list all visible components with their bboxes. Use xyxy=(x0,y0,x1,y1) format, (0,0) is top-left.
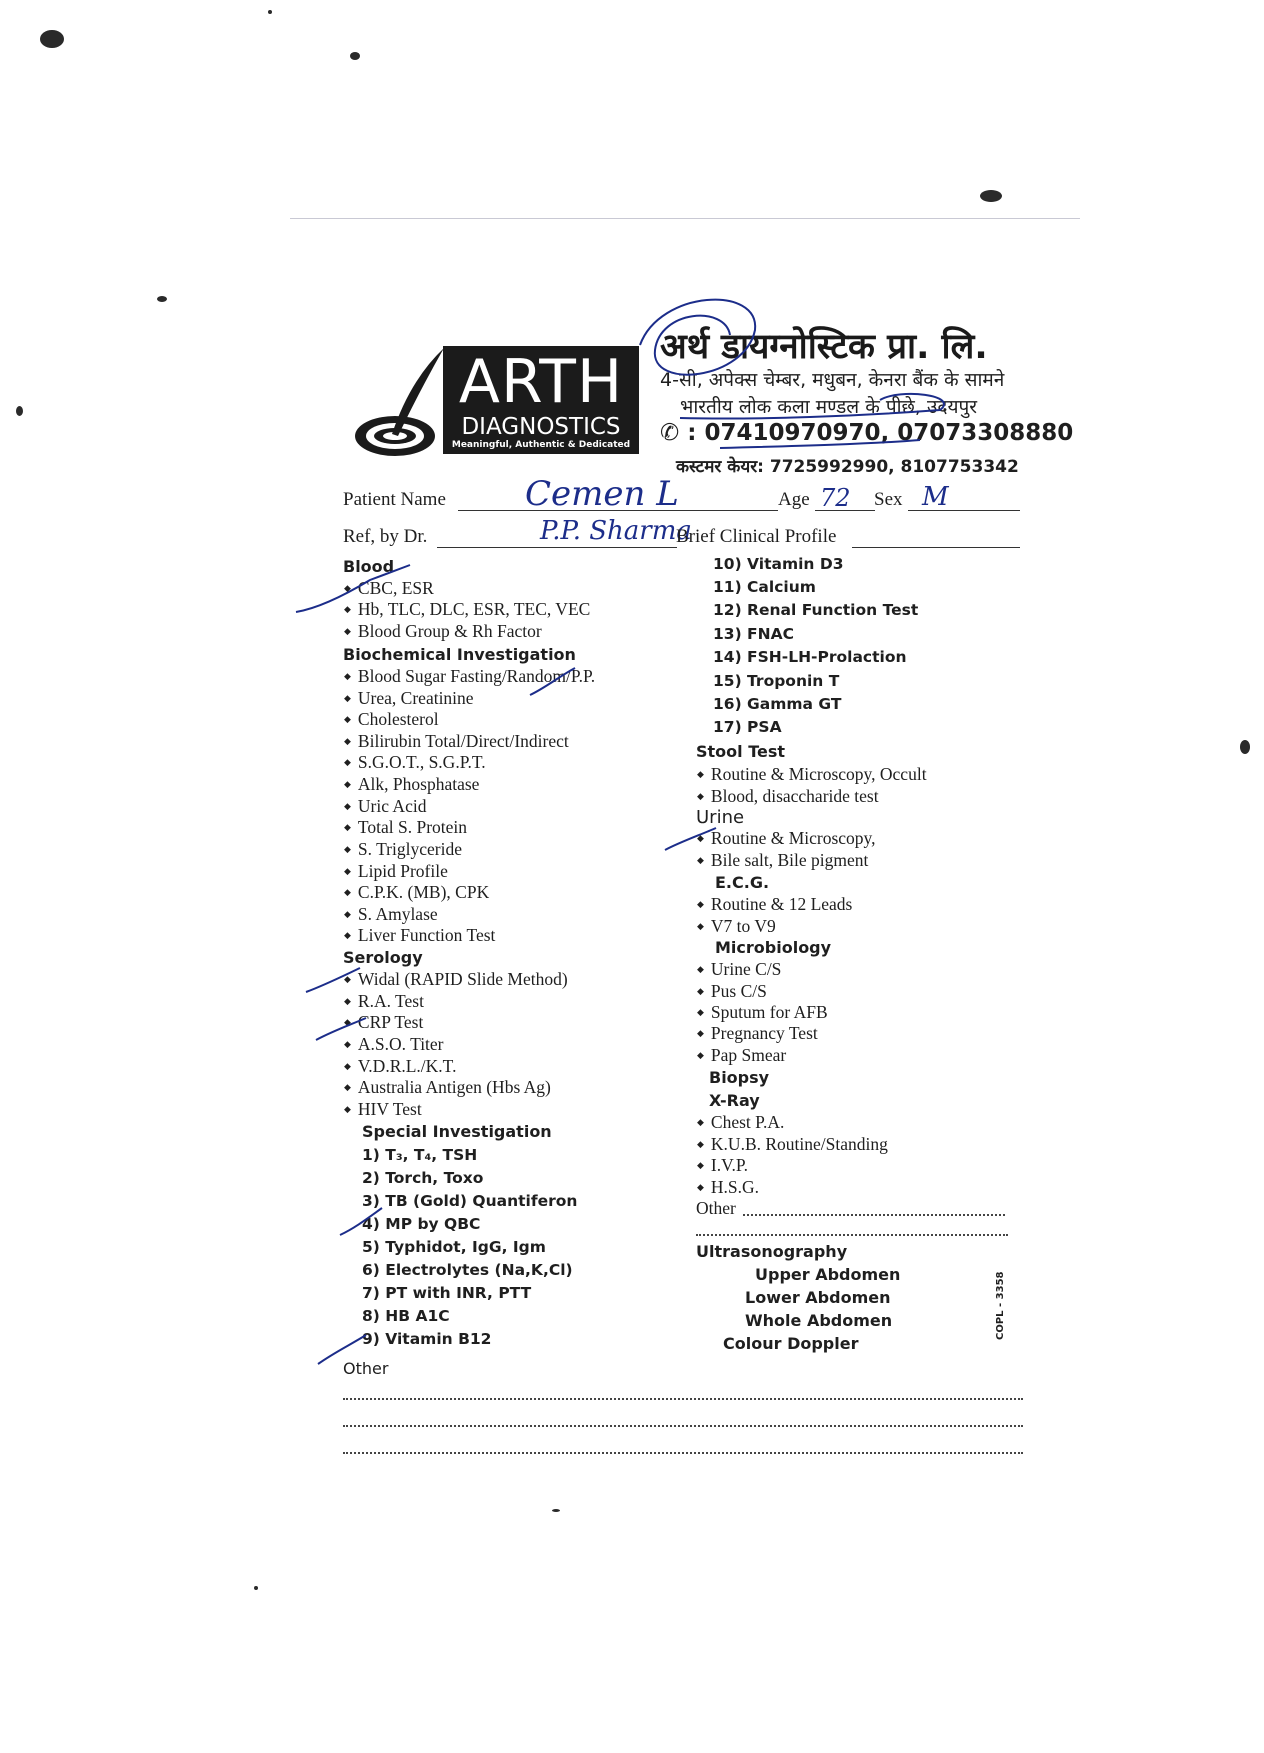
scan-speck xyxy=(157,296,167,302)
form-code: COPL - 3358 xyxy=(995,1271,1006,1340)
test-item[interactable]: ◆ Urea, Creatinine xyxy=(344,688,474,709)
test-item[interactable]: ◆ Pus C/S xyxy=(697,981,767,1002)
test-item[interactable]: ◆ Pregnancy Test xyxy=(697,1023,818,1044)
age-value: 72 xyxy=(820,484,851,512)
section-special: Special Investigation xyxy=(362,1122,552,1141)
test-item[interactable]: ◆ R.A. Test xyxy=(344,991,424,1012)
phone-numbers: ✆ : 07410970970, 07073308880 xyxy=(660,420,1074,446)
test-item[interactable]: 8) HB A1C xyxy=(362,1307,450,1325)
logo-subtitle: DIAGNOSTICS xyxy=(461,414,621,440)
test-item[interactable]: ◆ Blood Group & Rh Factor xyxy=(344,621,542,642)
section-urine: Urine xyxy=(696,807,745,828)
test-item[interactable]: ◆ Pap Smear xyxy=(697,1045,786,1066)
other-line-right[interactable] xyxy=(696,1234,1008,1236)
section-blood: Blood xyxy=(343,557,395,576)
test-item[interactable]: ◆ C.P.K. (MB), CPK xyxy=(344,882,489,903)
test-item[interactable]: 10) Vitamin D3 xyxy=(713,555,844,573)
scan-speck xyxy=(350,52,360,60)
address-line-2: भारतीय लोक कला मण्डल के पीछे, उदयपुर xyxy=(680,396,978,418)
section-microbiology: Microbiology xyxy=(715,938,832,957)
test-item[interactable]: 6) Electrolytes (Na,K,Cl) xyxy=(362,1261,573,1279)
test-item[interactable]: ◆ Cholesterol xyxy=(344,709,439,730)
test-item[interactable]: ◆ Liver Function Test xyxy=(344,925,495,946)
other-line-right[interactable] xyxy=(743,1214,1005,1216)
test-item[interactable]: 1) T₃, T₄, TSH xyxy=(362,1146,478,1164)
test-item[interactable]: ◆ H.S.G. xyxy=(697,1177,759,1198)
scan-speck xyxy=(268,10,272,14)
test-item[interactable]: ◆ Alk, Phosphatase xyxy=(344,774,479,795)
test-item[interactable]: 5) Typhidot, IgG, Igm xyxy=(362,1238,546,1256)
target-logo-icon xyxy=(350,340,450,460)
test-item[interactable]: ◆ Routine & 12 Leads xyxy=(697,894,852,915)
test-item[interactable]: 13) FNAC xyxy=(713,625,794,643)
ref-doctor-line[interactable] xyxy=(437,547,677,548)
test-item[interactable]: 14) FSH-LH-Prolaction xyxy=(713,648,907,666)
test-item[interactable]: ◆ Lipid Profile xyxy=(344,861,448,882)
scan-speck xyxy=(16,406,23,416)
test-item[interactable]: ◆ V.D.R.L./K.T. xyxy=(344,1056,456,1077)
sex-value: M xyxy=(922,482,949,512)
test-item[interactable]: ◆ V7 to V9 xyxy=(697,916,776,937)
patient-name-label: Patient Name xyxy=(343,489,446,510)
age-label: Age xyxy=(778,489,810,510)
test-item[interactable]: ◆ Bile salt, Bile pigment xyxy=(697,850,868,871)
test-item[interactable]: ◆ Bilirubin Total/Direct/Indirect xyxy=(344,731,569,752)
test-item[interactable]: ◆ Uric Acid xyxy=(344,796,426,817)
logo-box xyxy=(443,346,639,454)
test-item[interactable]: 17) PSA xyxy=(713,718,782,736)
clinical-profile-line[interactable] xyxy=(852,547,1020,548)
test-item[interactable]: ◆ CBC, ESR xyxy=(344,578,434,599)
test-item[interactable]: ◆ A.S.O. Titer xyxy=(344,1034,444,1055)
scan-speck xyxy=(1240,740,1250,754)
test-item[interactable]: ◆ Routine & Microscopy, Occult xyxy=(697,764,927,785)
scan-speck xyxy=(254,1586,258,1590)
test-item[interactable]: ◆ Blood, disaccharide test xyxy=(697,786,879,807)
test-item[interactable]: Lower Abdomen xyxy=(745,1288,891,1307)
test-item[interactable]: 3) TB (Gold) Quantiferon xyxy=(362,1192,578,1210)
other-label-right: Other xyxy=(696,1198,736,1218)
test-item[interactable]: 15) Troponin T xyxy=(713,672,840,690)
test-item[interactable]: ◆ K.U.B. Routine/Standing xyxy=(697,1134,888,1155)
test-item[interactable]: 11) Calcium xyxy=(713,578,816,596)
logo-tagline: Meaningful, Authentic & Dedicated xyxy=(451,440,631,450)
section-stool: Stool Test xyxy=(696,742,786,761)
test-item[interactable]: ◆ S. Amylase xyxy=(344,904,438,925)
section-ultrasonography: Ultrasonography xyxy=(696,1242,848,1261)
other-line[interactable] xyxy=(343,1398,1023,1400)
test-item[interactable]: 2) Torch, Toxo xyxy=(362,1169,484,1187)
section-ecg: E.C.G. xyxy=(715,873,770,892)
test-item[interactable]: 4) MP by QBC xyxy=(362,1215,481,1233)
scan-speck xyxy=(552,1509,560,1512)
company-name-hindi: अर्थ डायग्नोस्टिक प्रा. लि. xyxy=(660,327,988,367)
test-item[interactable]: ◆ S. Triglyceride xyxy=(344,839,462,860)
test-item[interactable]: ◆ CRP Test xyxy=(344,1012,423,1033)
test-item[interactable]: Whole Abdomen xyxy=(745,1311,893,1330)
test-item[interactable]: ◆ S.G.O.T., S.G.P.T. xyxy=(344,752,486,773)
section-biochemical: Biochemical Investigation xyxy=(343,645,576,664)
test-item[interactable]: ◆ Widal (RAPID Slide Method) xyxy=(344,969,568,990)
test-item[interactable]: 16) Gamma GT xyxy=(713,695,842,713)
other-line[interactable] xyxy=(343,1452,1023,1454)
scan-speck xyxy=(40,30,64,48)
test-item[interactable]: ◆ I.V.P. xyxy=(697,1155,748,1176)
test-item[interactable]: Upper Abdomen xyxy=(755,1265,901,1284)
test-item[interactable]: ◆ Chest P.A. xyxy=(697,1112,784,1133)
top-rule xyxy=(290,218,1080,219)
section-xray: X-Ray xyxy=(709,1091,760,1110)
other-line[interactable] xyxy=(343,1425,1023,1427)
section-serology: Serology xyxy=(343,948,423,967)
address-line-1: 4-सी, अपेक्स चेम्बर, मधुबन, केनरा बैंक के सामने xyxy=(660,369,1005,391)
test-item[interactable]: ◆ Australia Antigen (Hbs Ag) xyxy=(344,1077,551,1098)
test-item[interactable]: ◆ Urine C/S xyxy=(697,959,781,980)
other-label-left: Other xyxy=(343,1359,389,1378)
patient-name-value: Cemen L xyxy=(525,474,679,514)
test-item[interactable]: 7) PT with INR, PTT xyxy=(362,1284,532,1302)
section-biopsy[interactable]: Biopsy xyxy=(709,1068,770,1087)
test-item[interactable]: ◆ Sputum for AFB xyxy=(697,1002,828,1023)
sex-label: Sex xyxy=(874,489,903,510)
test-item[interactable]: ◆ Hb, TLC, DLC, ESR, TEC, VEC xyxy=(344,599,590,620)
clinical-profile-label: Brief Clinical Profile xyxy=(676,526,837,547)
logo-title: ARTH xyxy=(458,347,624,417)
test-item[interactable]: ◆ Total S. Protein xyxy=(344,817,467,838)
test-item[interactable]: Colour Doppler xyxy=(723,1334,859,1353)
scan-speck xyxy=(980,190,1002,202)
customer-care: कस्टमर केयर: 7725992990, 8107753342 xyxy=(676,457,1019,477)
test-item[interactable]: 9) Vitamin B12 xyxy=(362,1330,492,1348)
test-item[interactable]: ◆ HIV Test xyxy=(344,1099,422,1120)
ref-doctor-label: Ref, by Dr. xyxy=(343,526,428,547)
test-item[interactable]: ◆ Routine & Microscopy, xyxy=(697,828,876,849)
ref-doctor-value: P.P. Sharma xyxy=(540,516,692,546)
test-item[interactable]: ◆ Blood Sugar Fasting/Random/P.P. xyxy=(344,666,595,687)
test-item[interactable]: 12) Renal Function Test xyxy=(713,601,919,619)
